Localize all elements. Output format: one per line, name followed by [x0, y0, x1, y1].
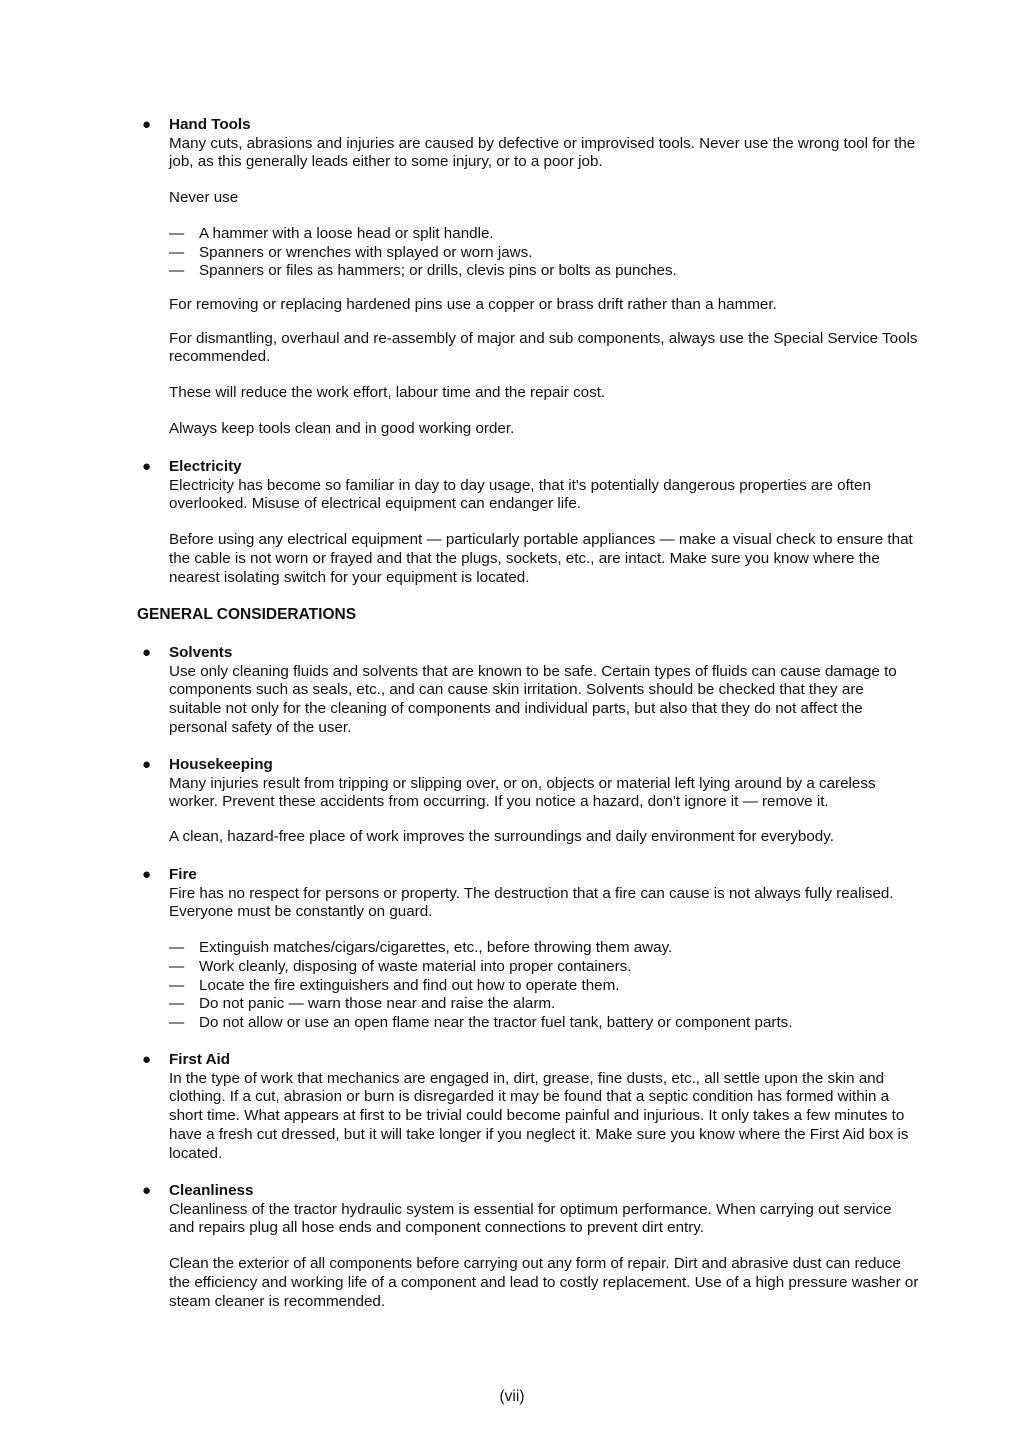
section-cleanliness [137, 1182, 927, 1311]
paragraph: A clean, hazard-free place of work improves the surroundings and daily environment for everybody. [169, 828, 834, 846]
paragraph: Electricity has become so familiar in day to day usage, that it's potentially dangerous properties are often overlooked. Misuse of electrical equipment can endanger life. [169, 476, 871, 513]
paragraph: Clean the exterior of all components before carrying out any form of repair. Dirt and abrasive dust can reduce the efficiency and working life of a component and lead to costly replacement. Use of a high pressure washer or steam cleaner is recommended. [169, 1255, 919, 1310]
paragraph: Before using any electrical equipment — particularly portable appliances — make a visual check to ensure that the cable is not worn or frayed and that the plugs, sockets, etc., are intact. Make sure you know where the nearest isolating switch for your equipment is located. [169, 531, 913, 586]
list-item: — Spanners or wrenches with splayed or worn jaws. [169, 244, 919, 263]
list-item: — A hammer with a loose head or split handle. [169, 225, 919, 244]
heading-first-aid: First Aid [169, 1051, 231, 1068]
list-item: — Work cleanly, disposing of waste material into proper containers. [169, 958, 919, 977]
bullet-icon: ● [142, 866, 152, 883]
section-first-aid [137, 1051, 927, 1163]
bullet-icon: ● [142, 458, 152, 475]
paragraph: Use only cleaning fluids and solvents that are known to be safe. Certain types of fluids can cause damage to components such as seals, etc., and can cause skin irritation. Solvents should be checked that they are suitable not only for the cleaning of components and individual parts, but also that they do not affect the personal safety of the user. [169, 662, 897, 736]
heading-electricity: Electricity [169, 458, 242, 475]
general-considerations-heading: GENERAL CONSIDERATIONS [137, 606, 357, 623]
bullet-icon: ● [142, 1051, 152, 1068]
list-item: — Locate the fire extinguishers and find out how to operate them. [169, 977, 919, 996]
paragraph: Many injuries result from tripping or slipping over, or on, objects or material left lying around by a careless worker. Prevent these accidents from occurring. If you notice a hazard, don't ignore it — remove it. [169, 774, 876, 811]
list-item: — Extinguish matches/cigars/cigarettes, etc., before throwing them away. [169, 939, 919, 958]
bullet-icon: ● [142, 756, 152, 773]
paragraph: Cleanliness of the tractor hydraulic system is essential for optimum performance. When carrying out service and repairs plug all hose ends and component connections to prevent dirt entry. [169, 1200, 892, 1237]
heading-housekeeping: Housekeeping [169, 756, 273, 773]
list-item: — Do not allow or use an open flame near the tractor fuel tank, battery or component parts. [169, 1014, 919, 1033]
fire-list [169, 939, 919, 1033]
heading-solvents: Solvents [169, 644, 233, 661]
bullet-icon: ● [142, 644, 152, 661]
paragraph: Fire has no respect for persons or property. The destruction that a fire can cause is not always fully realised. Everyone must be constantly on guard. [169, 884, 894, 921]
heading-fire: Fire [169, 866, 197, 883]
section-fire [137, 866, 927, 1033]
section-solvents [137, 644, 927, 738]
section-electricity [137, 458, 927, 587]
never-use-list [169, 225, 919, 281]
bullet-icon: ● [142, 116, 152, 133]
bullet-icon: ● [142, 1182, 152, 1199]
section-housekeeping [137, 756, 927, 847]
paragraph: For dismantling, overhaul and re-assembly of major and sub components, always use the Special Service Tools recommended. [169, 329, 918, 366]
never-use-label: Never use [169, 189, 239, 207]
hand-tools-intro: Many cuts, abrasions and injuries are caused by defective or improvised tools. Never use the wrong tool for the job, as this generally leads either to some injury, or to a poor job. [169, 134, 916, 171]
list-item: — Do not panic — warn those near and raise the alarm. [169, 995, 919, 1014]
section-hand-tools [137, 116, 927, 438]
paragraph: In the type of work that mechanics are engaged in, dirt, grease, fine dusts, etc., all settle upon the skin and clothing. If a cut, abrasion or burn is disregarded it may be found that a septic condition has formed within a short time. What appears at first to be trivial could become painful and injurious. It only takes a few minutes to have a fresh cut dressed, but it will take longer if you neglect it. Make sure you know where the First Aid box is located. [169, 1069, 909, 1162]
list-item: — Spanners or files as hammers; or drills, clevis pins or bolts as punches. [169, 262, 919, 281]
paragraph: These will reduce the work effort, labour time and the repair cost. [169, 384, 606, 402]
paragraph: Always keep tools clean and in good working order. [169, 419, 515, 437]
paragraph: For removing or replacing hardened pins use a copper or brass drift rather than a hammer. [169, 295, 777, 313]
heading-cleanliness: Cleanliness [169, 1182, 254, 1199]
page-number: (vii) [499, 1388, 525, 1405]
heading-hand-tools: Hand Tools [169, 116, 251, 133]
